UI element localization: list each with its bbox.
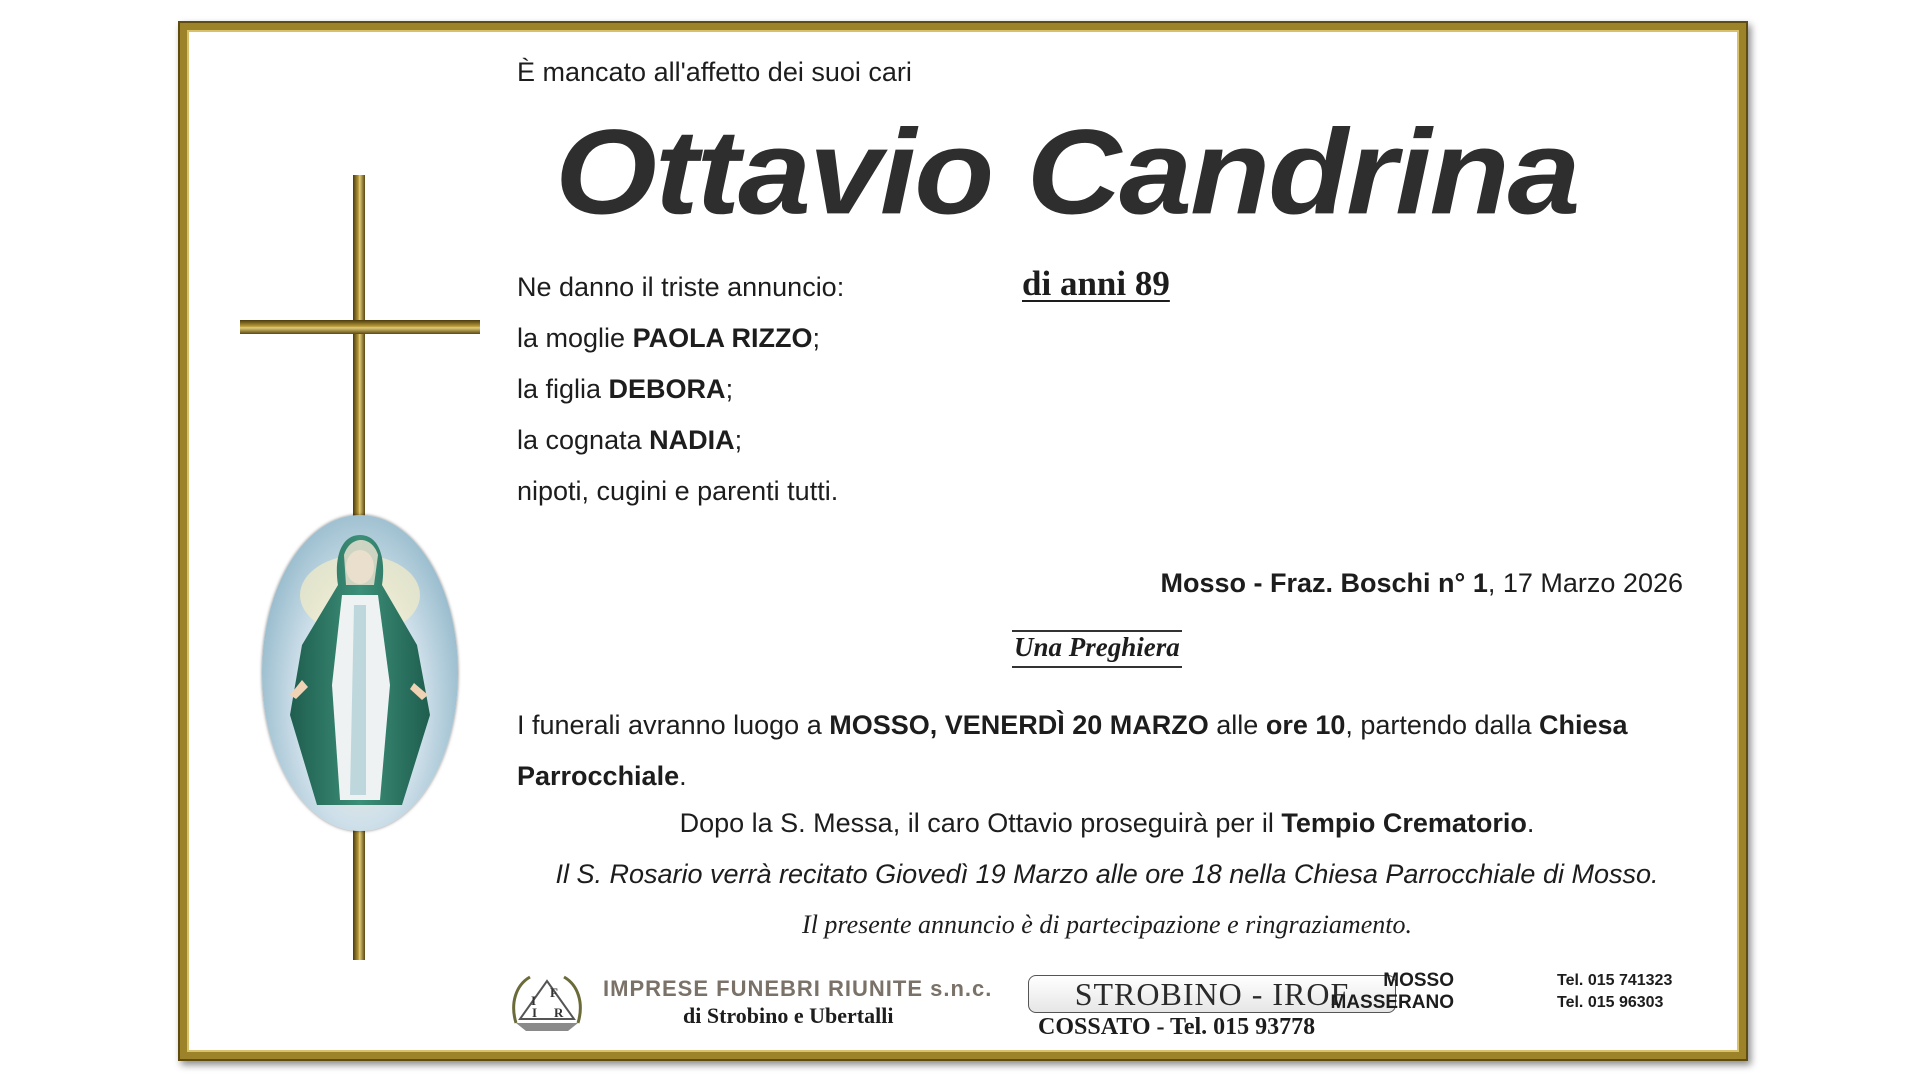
funeral-church: Chiesa Parrocchiale [517,710,1628,791]
wife-line: la moglie PAOLA RIZZO; [517,323,821,353]
funeral-time: ore 10 [1265,710,1346,740]
after-mass-line: Dopo la S. Messa, il caro Ottavio proseguirà per il Tempio Crematorio. [679,808,1535,838]
age-text: di anni 89 [1022,264,1170,303]
mosso-phone: Tel. 015 741323 [1557,972,1673,989]
masserano-label: MASSERANO [1330,992,1454,1013]
crematorium: Tempio Crematorio [1281,808,1527,838]
mosso-label: MOSSO [1383,970,1454,991]
company-owners: di Strobino e Ubertalli [683,1003,894,1028]
prayer-label: Una Preghiera [1012,630,1182,668]
svg-text:R: R [554,1005,564,1020]
cross-horizontal [240,320,480,334]
daughter-name: DEBORA [608,374,726,404]
announce-line: Ne danno il triste annuncio: [517,272,845,302]
sister-in-law-line: la cognata NADIA; [517,425,743,455]
intro-text: È mancato all'affetto dei suoi cari [517,57,912,87]
wife-name: PAOLA RIZZO [632,323,813,353]
svg-text:F: F [550,985,558,1000]
relatives-line: nipoti, cugini e parenti tutti. [517,476,839,506]
cossato-contact: COSSATO - Tel. 015 93778 [1038,1014,1316,1040]
rosary-line: Il S. Rosario verrà recitato Giovedì 19 Marzo alle ore 18 nella Chiesa Parrocchiale di Mosso. [555,859,1659,889]
daughter-line: la figlia DEBORA; [517,374,734,404]
sister-in-law-name: NADIA [649,425,735,455]
company-name: IMPRESE FUNEBRI RIUNITE s.n.c. [603,976,993,1001]
funeral-details: I funerali avranno luogo a MOSSO, VENERDÌ 20 MARZO alle ore 10, partendo dalla Chiesa Parrocchiale. [517,710,1628,791]
place-address: Mosso - Fraz. Boschi n° 1 [1160,568,1488,598]
ifir-logo-icon [508,973,586,1033]
place-date [1161,568,1683,599]
funeral-place-date: MOSSO, VENERDÌ 20 MARZO [829,710,1209,740]
notice-date: , 17 Marzo 2026 [1487,568,1683,598]
deceased-name: Ottavio Candrina [555,103,1579,240]
strobino-irof-badge: STROBINO - IROF [1028,975,1396,1013]
madonna-image [262,515,458,831]
thanks-line: Il presente annuncio è di partecipazione e ringraziamento. [802,910,1412,939]
masserano-phone: Tel. 015 96303 [1557,994,1664,1011]
svg-text:I: I [531,993,537,1008]
svg-text:I: I [532,1005,538,1020]
